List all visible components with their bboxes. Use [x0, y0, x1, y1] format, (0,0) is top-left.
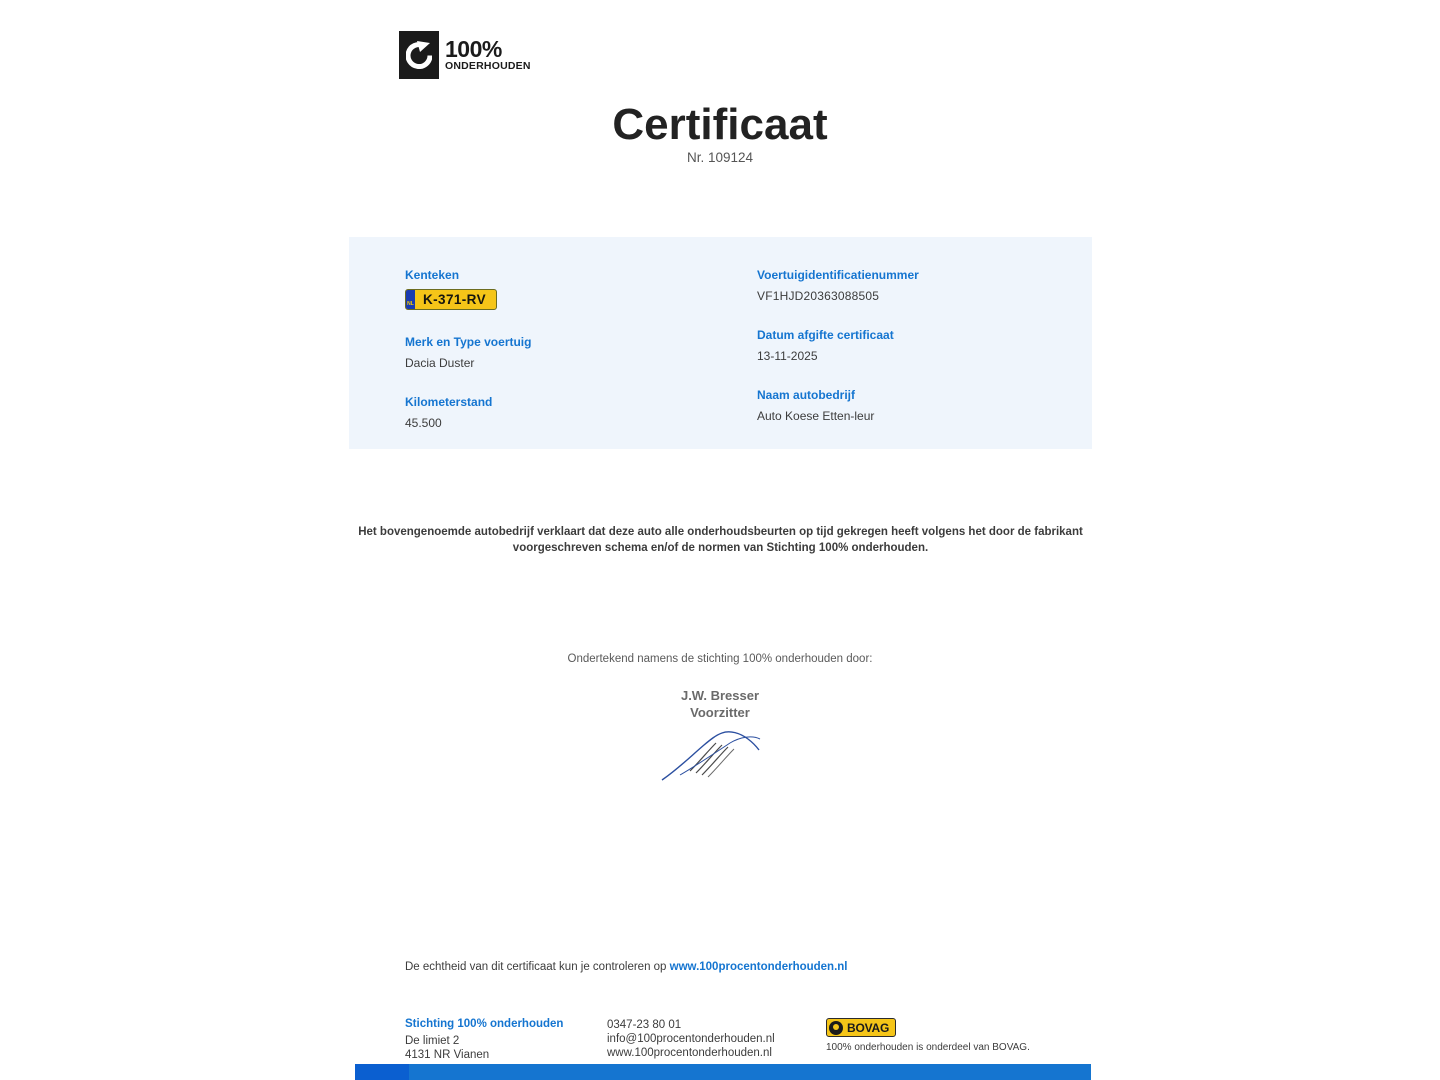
logo-percent: 100%: [445, 36, 502, 62]
field-value: 13-11-2025: [757, 349, 818, 363]
certificate-number: Nr. 109124: [686, 150, 754, 165]
plate-country-code: NL: [406, 290, 415, 309]
page-title: Certificaat: [612, 100, 828, 149]
field-label: Kilometerstand: [405, 395, 493, 409]
bovag-label: BOVAG: [847, 1020, 890, 1035]
footer-bar-main: [409, 1064, 1091, 1080]
circular-arrow-glyph: [406, 41, 432, 69]
field-kenteken: [405, 268, 705, 310]
declaration-text: Het bovengenoemde autobedrijf verklaart dat deze auto alle onderhoudsbeurten op tijd gekregen heeft volgens het door de fabrikant voorgeschreven schema en/of de normen van Stichting 100% onderhouden.: [358, 526, 1083, 554]
field-kilometerstand: [405, 395, 705, 430]
field-value: Dacia Duster: [405, 356, 475, 370]
signer-name: J.W. Bresser: [680, 688, 760, 703]
page-footer: [0, 1018, 1440, 1064]
footer-contact: [607, 1018, 775, 1060]
org-name: Stichting 100% onderhouden: [405, 1018, 564, 1030]
signer-block: [0, 687, 1440, 721]
field-naam-autobedrijf: [757, 388, 1077, 423]
footer-bovag: [826, 1018, 1030, 1053]
bovag-note: 100% onderhouden is onderdeel van BOVAG.: [826, 1042, 1030, 1053]
field-label: Naam autobedrijf: [757, 388, 856, 402]
field-value: VF1HJD20363088505: [757, 289, 880, 303]
contact-phone: 0347-23 80 01: [607, 1019, 682, 1031]
verify-link[interactable]: www.100procentonderhouden.nl: [669, 961, 848, 973]
bovag-badge: [826, 1018, 896, 1037]
footer-bar-accent: [355, 1064, 409, 1080]
signature-intro: Ondertekend namens de stichting 100% onderhouden door:: [567, 653, 873, 665]
plate-number: K-371-RV: [423, 292, 486, 307]
field-value: 45.500: [405, 416, 442, 430]
org-city: 4131 NR Vianen: [405, 1049, 490, 1061]
verify-text: De echtheid van dit certificaat kun je controleren op: [405, 961, 670, 973]
verify-line: [405, 961, 848, 973]
field-label: Merk en Type voertuig: [405, 335, 532, 349]
field-merk-type: [405, 335, 705, 370]
logo-word: ONDERHOUDEN: [445, 60, 531, 72]
logo-wordmark: [439, 31, 537, 79]
info-column-left: [405, 268, 705, 430]
brand-logo: [399, 31, 537, 79]
license-plate: [405, 289, 497, 310]
vehicle-info-panel: [349, 237, 1092, 449]
info-column-right: [757, 268, 1077, 423]
field-datum-afgifte: [757, 328, 1077, 363]
field-label: Voertuigidentificatienummer: [757, 268, 919, 282]
footer-organisation: [405, 1018, 563, 1062]
handwritten-signature-icon: [660, 725, 770, 785]
contact-email[interactable]: info@100procentonderhouden.nl: [607, 1033, 775, 1045]
field-vin: [757, 268, 1077, 303]
contact-website[interactable]: www.100procentonderhouden.nl: [607, 1047, 772, 1059]
org-street: De limiet 2: [405, 1035, 460, 1047]
field-label: Datum afgifte certificaat: [757, 328, 894, 342]
signer-role: Voorzitter: [690, 705, 750, 720]
field-label: Kenteken: [405, 268, 460, 282]
bovag-seal-icon: [829, 1021, 843, 1035]
circular-arrow-icon: [399, 31, 439, 79]
field-value: Auto Koese Etten-leur: [757, 409, 875, 423]
